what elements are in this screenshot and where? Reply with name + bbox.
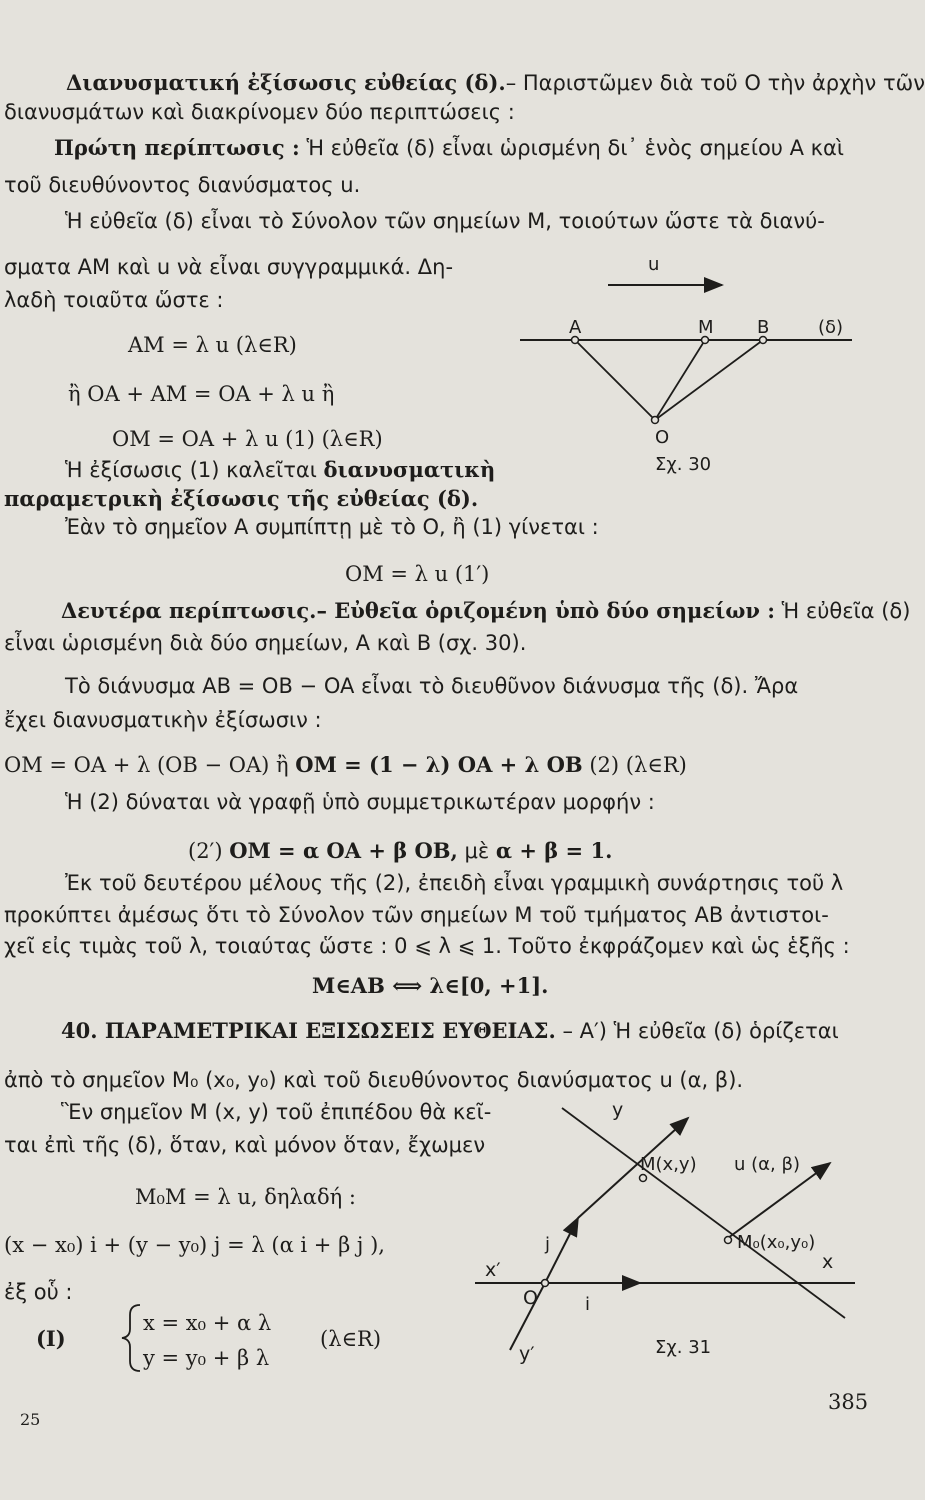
text-span: τοῦ διευθύνοντος διανύσματος u. (4, 173, 361, 197)
text-span: διανυσμάτων καὶ διακρίνομεν δύο περιπτώσεις : (4, 100, 515, 124)
text-span: x = x₀ + α λ (143, 1311, 272, 1335)
fig31-label-x: x (822, 1251, 834, 1273)
bold-text: 40. ΠΑΡΑΜΕΤΡΙΚΑΙ ΕΞΙΣΩΣΕΙΣ ΕΥΘΕΙΑΣ. (61, 1018, 556, 1043)
text-span: y = y₀ + β λ (143, 1346, 270, 1370)
bold-text: OM = (1 − λ) OA + λ OB (295, 752, 583, 777)
text-span: μὲ (457, 839, 496, 863)
fig30-label-M: M (698, 317, 714, 338)
text-span: (2′) (188, 839, 230, 863)
bold-text: M∈AB ⟺ λ∈[0, +1]. (312, 973, 549, 998)
fig31-label-xprime: x′ (485, 1259, 501, 1281)
bold-text: OM = α OA + β OB, (229, 838, 458, 863)
fig31-label-i: i (585, 1294, 591, 1315)
fig31-label-j: j (545, 1234, 551, 1255)
text-span: Ἡ (2) δύναται νὰ γραφῇ ὑπὸ συμμετρικωτέραν μορφήν : (65, 790, 655, 814)
bold-text: α + β = 1. (495, 838, 613, 863)
fig31-label-yprime: y′ (519, 1343, 535, 1365)
text-span: OM = OA + λ u (1) (λ∈R) (112, 427, 383, 451)
text-span: OM = λ u (1′) (345, 562, 490, 586)
text-span: Ἡ εὐθεῖα (δ) εἶναι τὸ Σύνολον τῶν σημείων M, τοιούτων ὥστε τὰ διανύ- (65, 209, 825, 233)
page-number: 385 (828, 1390, 869, 1414)
text-span: Τὸ διάνυσμα AB = OB − OA εἶναι τὸ διευθῦνον διάνυσμα τῆς (δ). Ἄρα (65, 674, 799, 698)
text-span: AM = λ u (λ∈R) (128, 333, 297, 357)
text-span: (2) (λ∈R) (582, 753, 687, 777)
signature-mark: 25 (20, 1410, 41, 1429)
text-span: Ἡ εὐθεῖα (δ) εἶναι ὡρισμένη δι᾽ ἑνὸς σημείου A καὶ (299, 136, 845, 160)
text-span: Ἐὰν τὸ σημεῖον A συμπίπτῃ μὲ τὸ O, ἢ (1) γίνεται : (65, 515, 599, 539)
bold-text: παραμετρικὴ ἐξίσωσις τῆς εὐθείας (δ). (4, 486, 479, 511)
text-span: χεῖ εἰς τιμὰς τοῦ λ, τοιαύτας ὥστε : 0 ⩽ λ ⩽ 1. Τοῦτο ἐκφράζομεν καὶ ὡς ἑξῆς : (4, 934, 850, 958)
text-span: Ἓν σημεῖον M (x, y) τοῦ ἐπιπέδου θὰ κεῖ- (61, 1100, 492, 1124)
text-span: ἢ OA + AM = OA + λ u ἢ (68, 382, 335, 406)
bold-text: Δευτέρα περίπτωσις.– Εὐθεῖα ὁριζομένη ὑπὸ δύο σημείων : (61, 598, 775, 623)
fig31-label-O: O (523, 1287, 538, 1309)
text-span: ται ἐπὶ τῆς (δ), ὅταν, καὶ μόνον ὅταν, ἔχωμεν (4, 1133, 486, 1157)
text-span: (λ∈R) (320, 1327, 382, 1351)
text-span: Ἡ εὐθεῖα (δ) (774, 599, 911, 623)
text-span: (x − x₀) i + (y − y₀) j = λ (α i + β j ), (4, 1233, 385, 1257)
bold-text: διανυσματικὴ (323, 457, 496, 482)
text-span: σματα AM καὶ u νὰ εἶναι συγγραμμικά. Δη- (4, 255, 454, 279)
bold-text: Πρώτη περίπτωσις : (54, 135, 300, 160)
fig30-label-A: A (569, 317, 582, 338)
text-span: εἶναι ὡρισμένη διὰ δύο σημείων, A καὶ B (σχ. 30). (4, 631, 527, 655)
text-span: ἐξ οὗ : (4, 1280, 73, 1304)
text-span: ἔχει διανυσματικὴν ἐξίσωσιν : (4, 708, 322, 732)
text-span: – Παριστῶμεν διὰ τοῦ O τὴν ἀρχὴν τῶν (505, 71, 925, 95)
fig30-caption: Σχ. 30 (655, 454, 712, 475)
fig31-caption: Σχ. 31 (655, 1337, 712, 1358)
fig31-label-M0: M₀(x₀,y₀) (737, 1232, 816, 1253)
fig30-label-B: B (757, 317, 770, 338)
bold-text: (I) (36, 1326, 66, 1351)
text-span: προκύπτει ἀμέσως ὅτι τὸ Σύνολον τῶν σημείων M τοῦ τμήματος AB ἀντιστοι- (4, 903, 829, 927)
fig30-label-delta: (δ) (818, 317, 844, 338)
fig31-label-u: u (α, β) (734, 1154, 800, 1175)
text-span: Ἡ ἐξίσωσις (1) καλεῖται (65, 458, 324, 482)
bold-text: Διανυσματική ἐξίσωσις εὐθείας (δ). (66, 70, 506, 95)
text-span: Ἐκ τοῦ δευτέρου μέλους τῆς (2), ἐπειδὴ εἶναι γραμμικὴ συνάρτησις τοῦ λ (65, 871, 844, 895)
text-span: OM = OA + λ (OB − OA) ἢ (4, 753, 296, 777)
text-span: – A′) Ἡ εὐθεῖα (δ) ὁρίζεται (555, 1019, 839, 1043)
text-span: λαδὴ τοιαῦτα ὥστε : (4, 288, 224, 312)
text-span: ἀπὸ τὸ σημεῖον M₀ (x₀, y₀) καὶ τοῦ διευθύνοντος διανύσματος u (α, β). (4, 1068, 744, 1092)
text-span: M₀M = λ u, δηλαδή : (135, 1185, 356, 1209)
fig30-u-label: u (648, 254, 660, 275)
fig31-label-M: M(x,y) (640, 1154, 697, 1175)
fig31-label-y: y (612, 1099, 624, 1121)
fig30-label-O: O (655, 427, 670, 448)
